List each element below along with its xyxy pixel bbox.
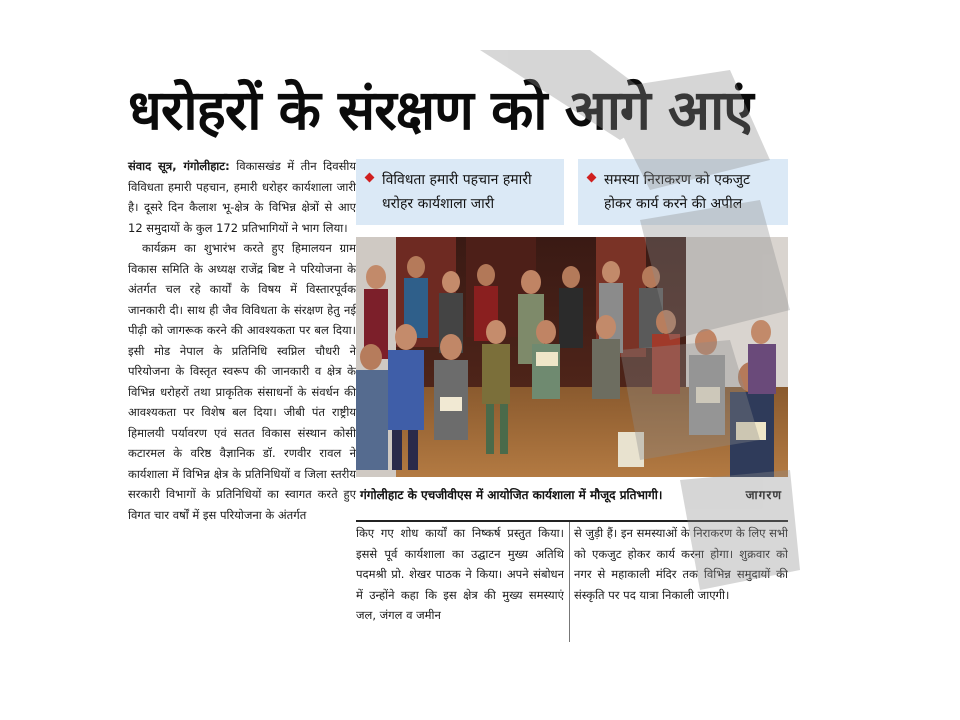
- paragraph-2: कार्यक्रम का शुभारंभ करते हुए हिमालयन ग्राम विकास समिति के अध्यक्ष राजेंद्र बिष्ट ने परियोजना के अंतर्गत चल रहे कार्यों के विषय में विस्तारपूर्वक जानकारी दी। साथ ही जैव विविधता के संरक्षण हेतु नई पीढ़ी को जागरूक करने की आवश्यकता पर बल दिया। इसी मोड नेपाल के प्रतिनिधि स्वप्निल चौधरी ने परियोजना के विस्तृत स्वरूप की जानकारी व क्षेत्र के विभिन्न धरोहरों तथा प्राकृतिक संसाधनों के संवर्धन की आवश्यकता पर विशेष बल दिया। जीबी पंत राष्ट्रीय हिमालयी पर्यावरण एवं सतत विकास संस्थान कोसी कटारमल के वरिष्ठ वैज्ञानिक डॉ. रणवीर रावल ने कार्यशाला में विभिन्न क्षेत्र के प्रतिनिधियों व जिला स्तरीय सरकारी विभागों के प्रतिनिधियों का स्वागत करते हुए विगत चार वर्षों में इस परियोजना के अंतर्गत: [128, 241, 356, 522]
- column-rule: [356, 520, 788, 522]
- bullet-diamond-icon: [587, 173, 597, 183]
- article-column-2: [356, 523, 564, 643]
- dateline: संवाद सूत्र, गंगोलीहाट:: [128, 159, 230, 173]
- highlight-box-2: [578, 159, 788, 225]
- newspaper-clipping: [108, 60, 798, 660]
- highlight-text-1: विविधता हमारी पहचान हमारी धरोहर कार्यशाला जारी: [382, 172, 532, 212]
- photo-credit: जागरण: [745, 488, 782, 502]
- column-3-text: से जुड़ी हैं। इन समस्याओं के निराकरण के लिए सभी को एकजुट होकर कार्य करना होगा। शुक्रवार को नगर से महाकाली मंदिर तक विभिन्न समुदायों की संस्कृति पर पद यात्रा निकाली जाएगी।: [574, 526, 788, 602]
- bullet-diamond-icon: [365, 173, 375, 183]
- highlight-box-1: [356, 159, 564, 225]
- paragraph-1: [128, 156, 356, 238]
- caption-text: गंगोलीहाट के एचजीवीएस में आयोजित कार्यशाला में मौजूद प्रतिभागी।: [360, 488, 663, 502]
- highlight-text-2: समस्या निराकरण को एकजुट होकर कार्य करने की अपील: [604, 172, 751, 212]
- column-divider: [569, 522, 570, 642]
- article-column-1: [128, 156, 356, 525]
- article-column-3: [574, 523, 788, 643]
- headline: धरोहरों के संरक्षण को आगे आएं: [128, 78, 753, 142]
- paragraph-1-text: विकासखंड में तीन दिवसीय विविधता हमारी पहचान, हमारी धरोहर कार्यशाला जारी है। दूसरे दिन कैलाश भू-क्षेत्र के विभिन्न क्षेत्रों से आए 12 समुदायों के कुल 172 प्रतिभागियों ने भाग लिया।: [128, 159, 357, 235]
- column-2-text: किए गए शोध कार्यों का निष्कर्ष प्रस्तुत किया। इससे पूर्व कार्यशाला का उद्घाटन मुख्य अतिथि पदमश्री प्रो. शेखर पाठक ने किया। अपने संबोधन में उन्होंने कहा कि इस क्षेत्र की मुख्य समस्याएं जल, जंगल व जमीन: [356, 526, 564, 622]
- workshop-photo: [356, 237, 788, 477]
- photo-caption: [356, 481, 788, 509]
